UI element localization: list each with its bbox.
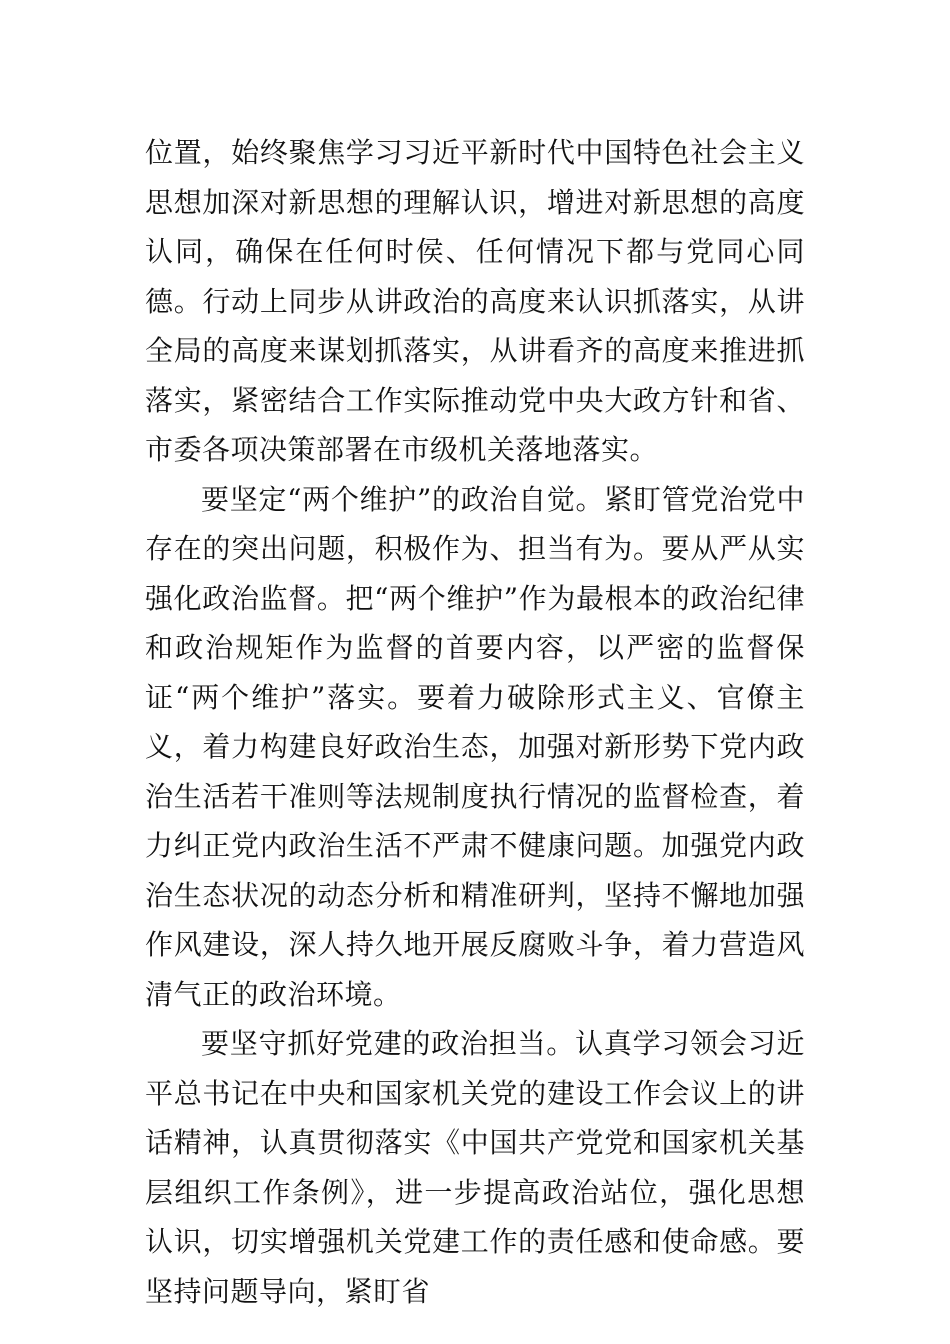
paragraph-two-safeguards: 要坚定“两个维护”的政治自觉。紧盯管党治党中存在的突出问题，积极作为、担当有为。要从严从实强化政治监督。把“两个维护”作为最根本的政治纪律和政治规矩作为监督的首要内容，以严密的监督保证“两个维护”落实。要着力破除形式主义、官僚主义，着力构建良好政治生态，加强对新形势下党内政治生活若干准则等法规制度执行情况的监督检查，着力纠正党内政治生活不严肃不健康问题。加强党内政治生态状况的动态分析和精准研判，坚持不懈地加强作风建设，深人持久地开展反腐败斗争，着力营造风清气正的政治环境。 [145, 482, 805, 1011]
paragraph-continuation: 位置，始终聚焦学习习近平新时代中国特色社会主义思想加深对新思想的理解认识，增进对新思想的高度认同，确保在任何时侯、任何情况下都与党同心同德。行动上同步从讲政治的高度来认识抓落实，从讲全局的高度来谋划抓落实，从讲看齐的高度来推进抓落实，紧密结合工作实际推动党中央大政方针和省、市委各项决策部署在市级机关落地落实。 [145, 136, 805, 466]
paragraph-party-building: 要坚守抓好党建的政治担当。认真学习领会习近平总书记在中央和国家机关党的建设工作会议上的讲话精神，认真贯彻落实《中国共产党党和国家机关基层组织工作条例》，进一步提高政治站位，强化思想认识，切实增强机关党建工作的责任感和使命感。要坚持问题导向，紧盯省 [145, 1027, 805, 1308]
document-body [145, 128, 805, 1316]
